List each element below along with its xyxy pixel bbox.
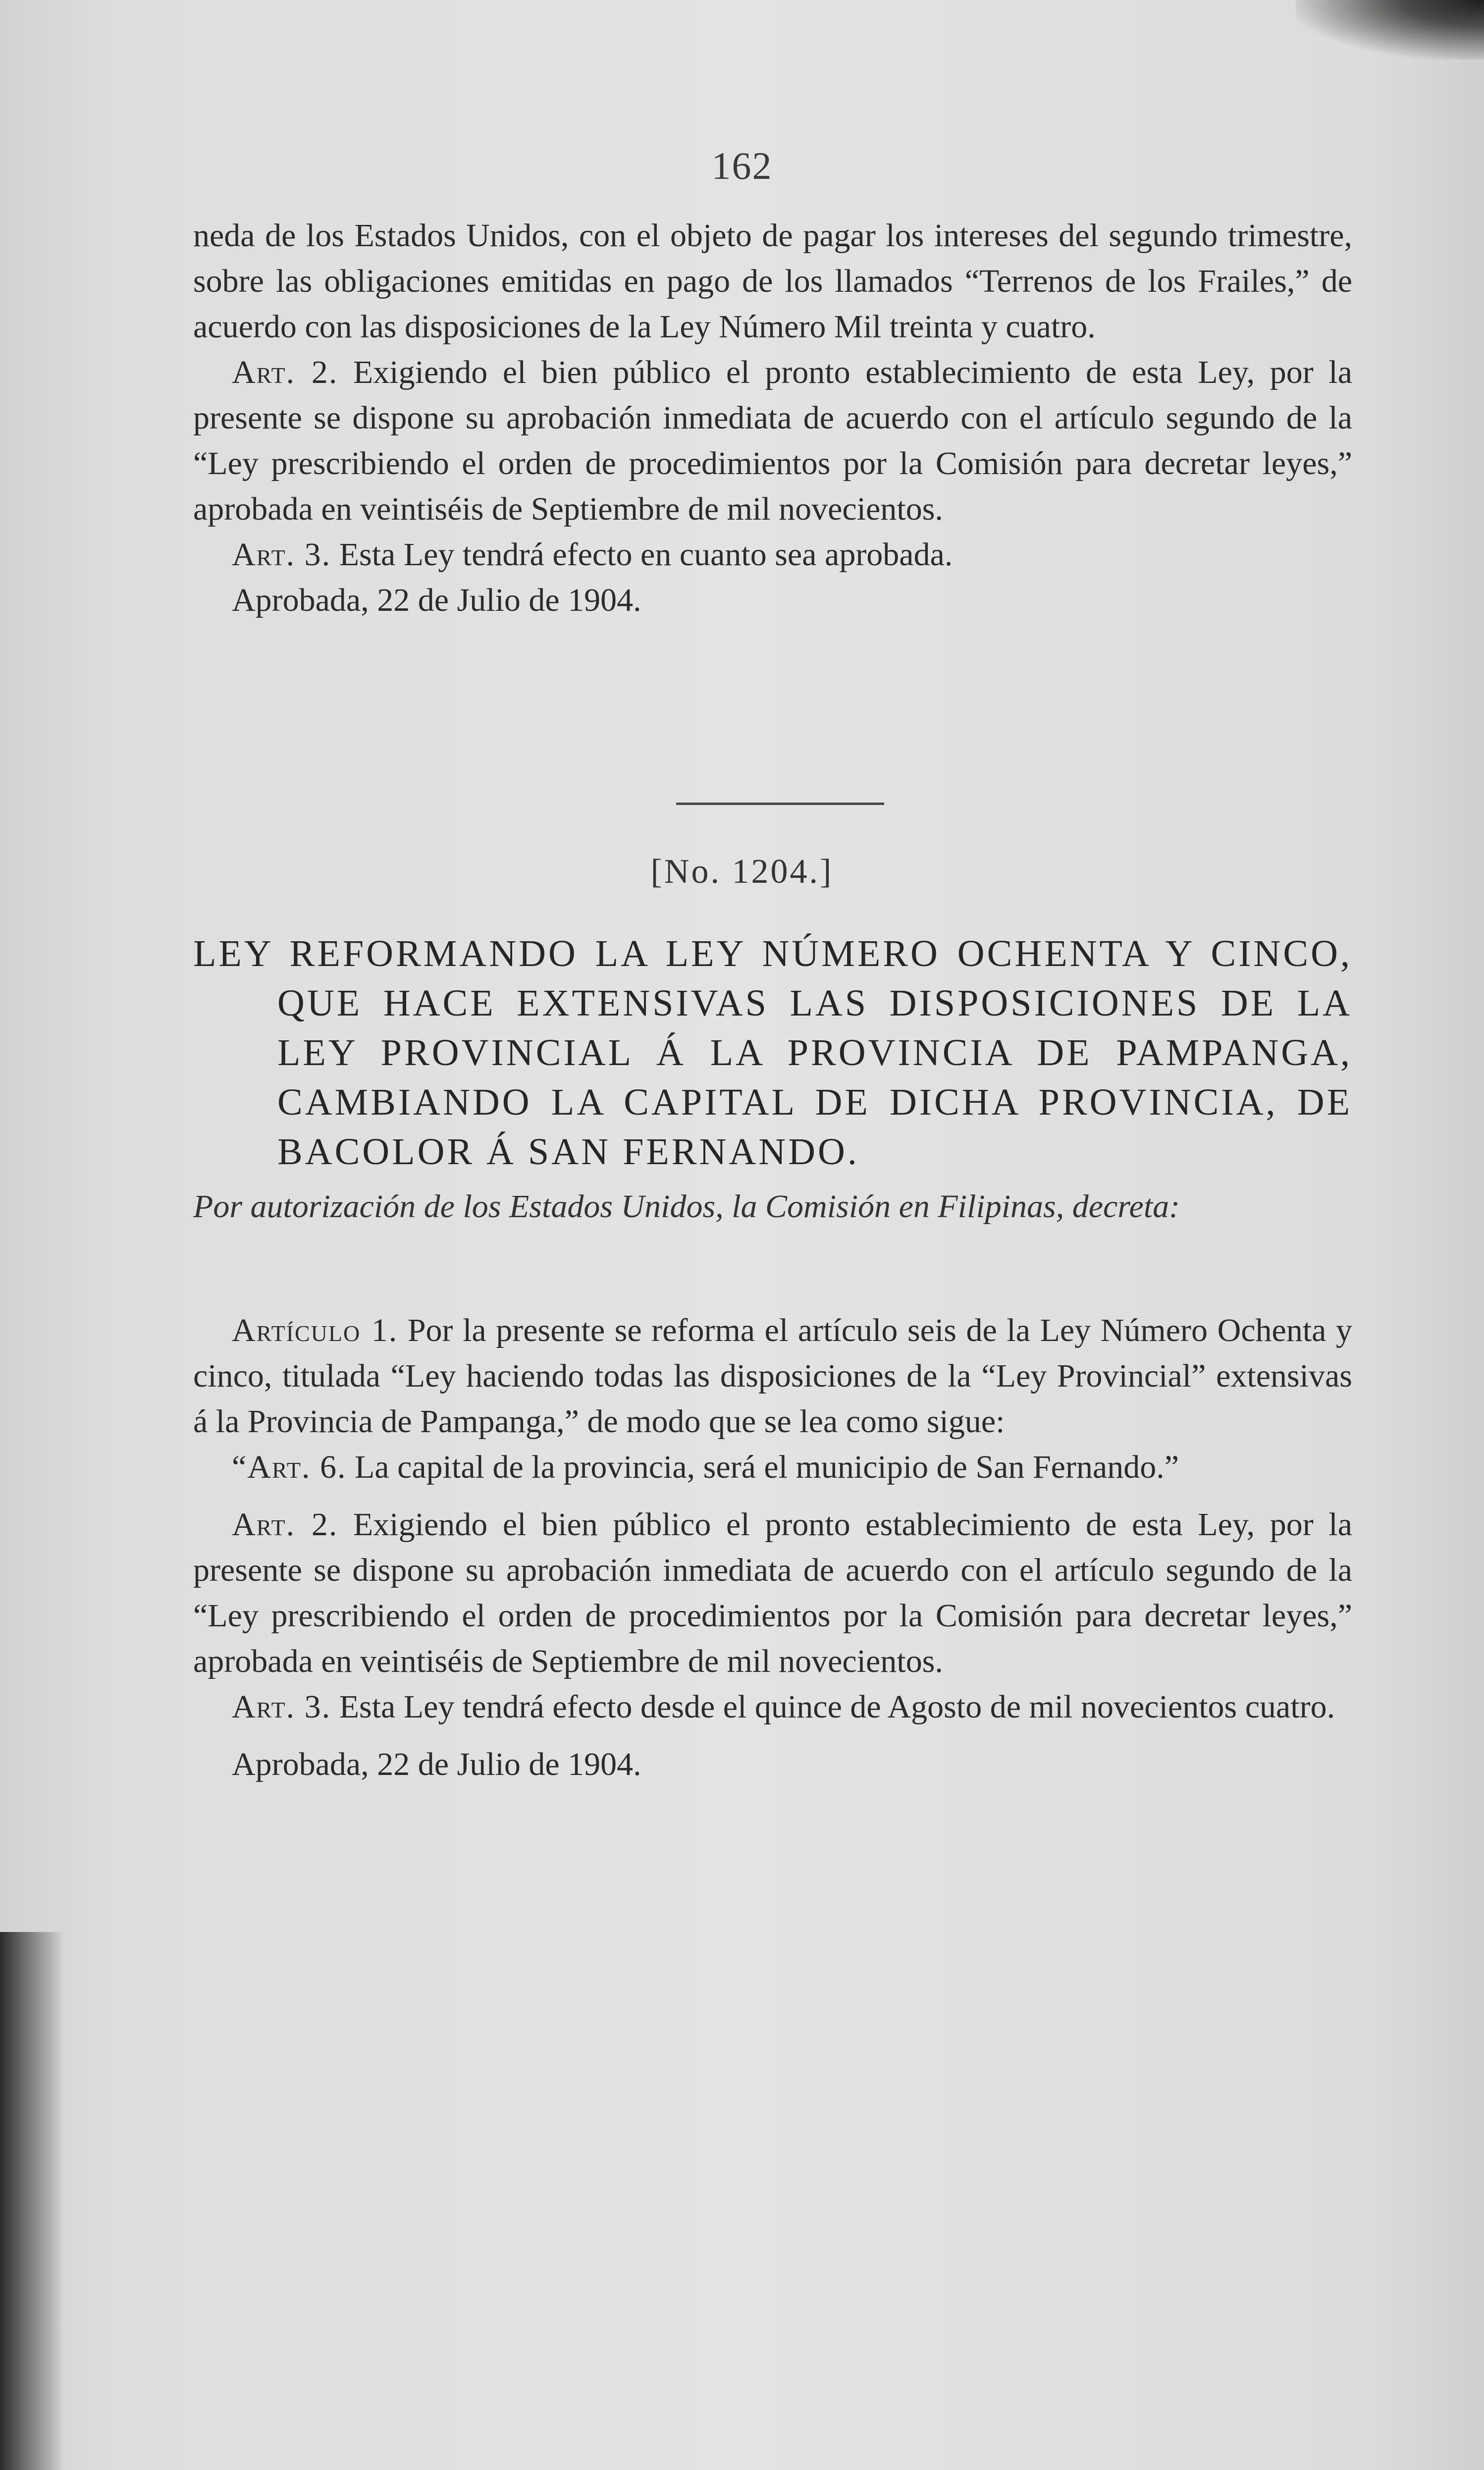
previous-law-article-2 [193,350,1352,532]
previous-law-section [193,213,1352,623]
quoted-article-6 [193,1445,1352,1490]
law-body-section [193,1308,1352,1787]
previous-law-continuation: neda de los Estados Unidos, con el objeto de pagar los intereses del segundo trimestre, sobre las obligaciones emitidas en pago de los llamados “Terrenos de los Frailes,” de acuerdo con las disposiciones de la Ley Número Mil treinta y cuatro. [193,217,1352,345]
article-label: Art. 2. [232,1506,338,1543]
law-article-2 [193,1502,1352,1684]
article-text: Por la presente se reforma el artículo seis de la Ley Número Ochenta y cinco, titulada “Ley haciendo todas las disposiciones de la “Ley Provincial” extensivas á la Provincia de Pampanga,” de modo que se lea como sigue: [193,1312,1353,1440]
article-label: Art. 3. [232,537,331,573]
article-label: Art. 2. [232,354,338,390]
article-text: Exigiendo el bien público el pronto establecimiento de esta Ley, por la presente se dispone su aprobación inmediata de acuerdo con el artículo segundo de la “Ley prescribiendo el orden de procedimientos por la Comisión para decretar leyes,” aprobada en veintiséis de Septiembre de mil novecientos. [193,354,1352,527]
article-label: Artículo 1. [232,1312,398,1348]
law-article-3 [193,1684,1352,1730]
article-text: La capital de la provincia, será el municipio de San Fernando.” [354,1449,1179,1485]
scan-shadow-top-right [1296,0,1484,59]
previous-law-approval-date: Aprobada, 22 de Julio de 1904. [232,582,641,618]
law-title-text: LEY REFORMANDO LA LEY NÚMERO OCHENTA Y CINCO, QUE HACE EXTENSIVAS LAS DISPOSICIONES DE LA LEY PROVINCIAL Á LA PROVINCIA DE PAMPANGA, CAMBIANDO LA CAPITAL DE DICHA PROVINCIA, DE BACOLOR Á SAN FERNANDO. [193,933,1352,1173]
article-text: Esta Ley tendrá efecto en cuanto sea aprobada. [339,537,953,573]
law-title [193,929,1352,1177]
scan-shadow-bottom-left [0,1932,64,2470]
previous-law-article-3 [193,532,1352,578]
article-label: “Art. 6. [232,1449,347,1485]
law-number: [No. 1204.] [650,853,834,891]
article-label: Art. 3. [232,1689,331,1725]
page-number: 162 [711,144,773,187]
law-approval-date: Aprobada, 22 de Julio de 1904. [232,1746,641,1782]
section-divider [676,803,884,805]
law-article-1 [193,1308,1352,1445]
article-text: Exigiendo el bien público el pronto establecimiento de esta Ley, por la presente se dispone su aprobación inmediata de acuerdo con el artículo segundo de la “Ley prescribiendo el orden de procedimientos por la Comisión para decretar leyes,” aprobada en veintiséis de Septiembre de mil novecientos. [193,1506,1352,1679]
article-text: Esta Ley tendrá efecto desde el quince de Agosto de mil novecientos cuatro. [339,1689,1335,1725]
enacting-clause: Por autorización de los Estados Unidos, la Comisión en Filipinas, decreta: [193,1188,1180,1225]
